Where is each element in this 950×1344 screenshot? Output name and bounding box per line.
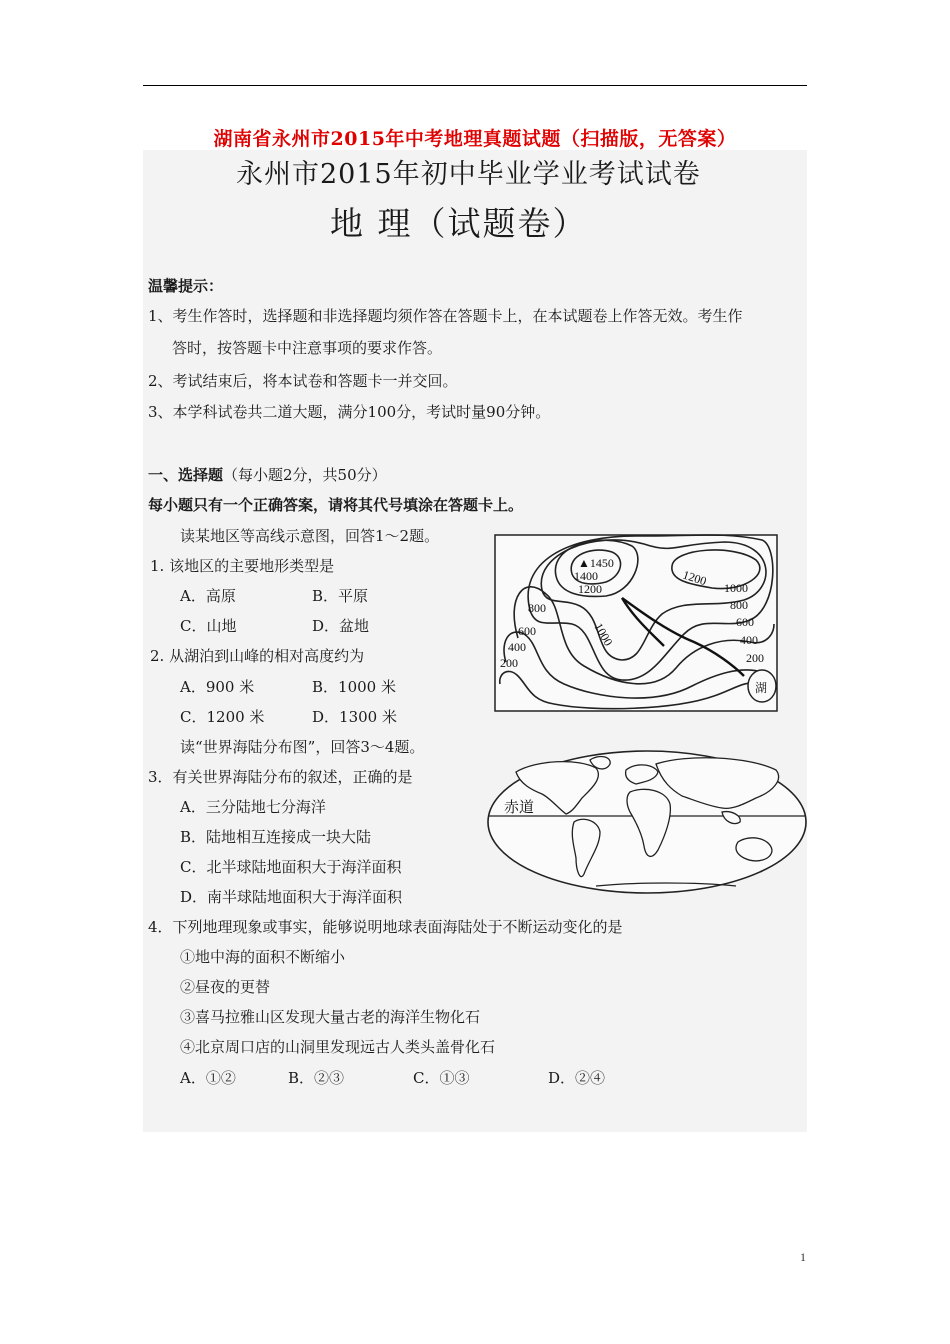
label-1200-a: 1200 [578,582,602,596]
q4-option-b: B．②③ [288,1069,345,1087]
label-1000-b: 1000 [591,620,616,649]
section-1-instruction: 每小题只有一个正确答案，请将其代号填涂在答题卡上。 [148,496,524,514]
equator-label: 赤道 [504,798,535,816]
exam-title: 永州市2015年初中毕业学业考试试卷 [236,159,701,190]
q4-option-d: D．②④ [548,1069,606,1087]
label-200-b: 200 [746,651,764,665]
q2-stem: 2. 从湖泊到山峰的相对高度约为 [150,647,365,665]
label-600-b: 600 [736,615,754,629]
intro-q1-q2: 读某地区等高线示意图，回答1～2题。 [180,527,440,545]
contour-map [494,534,778,712]
q3-option-b: B．陆地相互连接成一块大陆 [180,828,372,846]
label-600-a: 600 [518,624,536,638]
q4-statement-2: ②昼夜的更替 [180,978,271,996]
q3-stem: 3．有关世界海陆分布的叙述，正确的是 [148,768,413,786]
q3-option-d: D．南半球陆地面积大于海洋面积 [180,888,403,906]
q4-statement-3: ③喜马拉雅山区发现大量古老的海洋生物化石 [180,1008,481,1026]
q4-option-c: C．①③ [413,1069,470,1087]
q3-option-c: C．北半球陆地面积大于海洋面积 [180,858,402,876]
document-title: 湖南省永州市2015年中考地理真题试题（扫描版，无答案） [213,128,737,150]
section-1-heading [148,464,387,485]
label-1000-a: 1000 [724,581,748,595]
q1-option-c: C．山地 [180,617,237,635]
section-1-score-note: （每小题2分，共50分） [223,466,387,484]
tip-2: 2、考试结束后，将本试卷和答题卡一并交回。 [148,372,458,390]
label-400-b: 400 [740,633,758,647]
label-200-a: 200 [500,656,518,670]
label-800-b: 800 [730,598,748,612]
q4-stem: 4．下列地理现象或事实，能够说明地球表面海陆处于不断运动变化的是 [148,918,623,936]
top-rule [143,85,807,86]
label-peak: ▲1450 [578,556,614,570]
q2-option-a: A．900 米 [180,678,255,696]
label-400-a: 400 [508,640,526,654]
q2-option-b: B．1000 米 [312,678,396,696]
tips-heading: 温馨提示： [148,277,224,295]
intro-q3-q4: 读“世界海陆分布图”，回答3～4题。 [180,738,425,756]
tip-3: 3、本学科试卷共二道大题，满分100分，考试时量90分钟。 [148,403,551,421]
q1-option-a: A．高原 [180,587,236,605]
q3-option-a: A．三分陆地七分海洋 [180,798,326,816]
q4-statement-1: ①地中海的面积不断缩小 [180,948,346,966]
q1-stem: 1. 该地区的主要地形类型是 [150,557,335,575]
world-map [486,750,808,895]
section-1-title: 一、选择题 [148,466,224,484]
q2-option-c: C．1200 米 [180,708,265,726]
label-lake: 湖 [755,681,768,695]
label-800-a: 800 [528,601,546,615]
label-1400: 1400 [574,569,598,583]
q4-option-a: A．①② [180,1069,236,1087]
q1-option-b: B．平原 [312,587,369,605]
tip-1-line-2: 答时，按答题卡中注意事项的要求作答。 [172,339,443,357]
q1-option-d: D．盆地 [312,617,370,635]
q2-option-d: D．1300 米 [312,708,397,726]
page-number: 1 [800,1250,806,1264]
subject-title: 地 理（试题卷） [330,204,588,243]
label-1200-b: 1200 [681,567,709,589]
q4-statement-4: ④北京周口店的山洞里发现远古人类头盖骨化石 [180,1038,496,1056]
tip-1-line-1: 1、考生作答时，选择题和非选择题均须作答在答题卡上，在本试题卷上作答无效。考生作 [148,307,743,325]
